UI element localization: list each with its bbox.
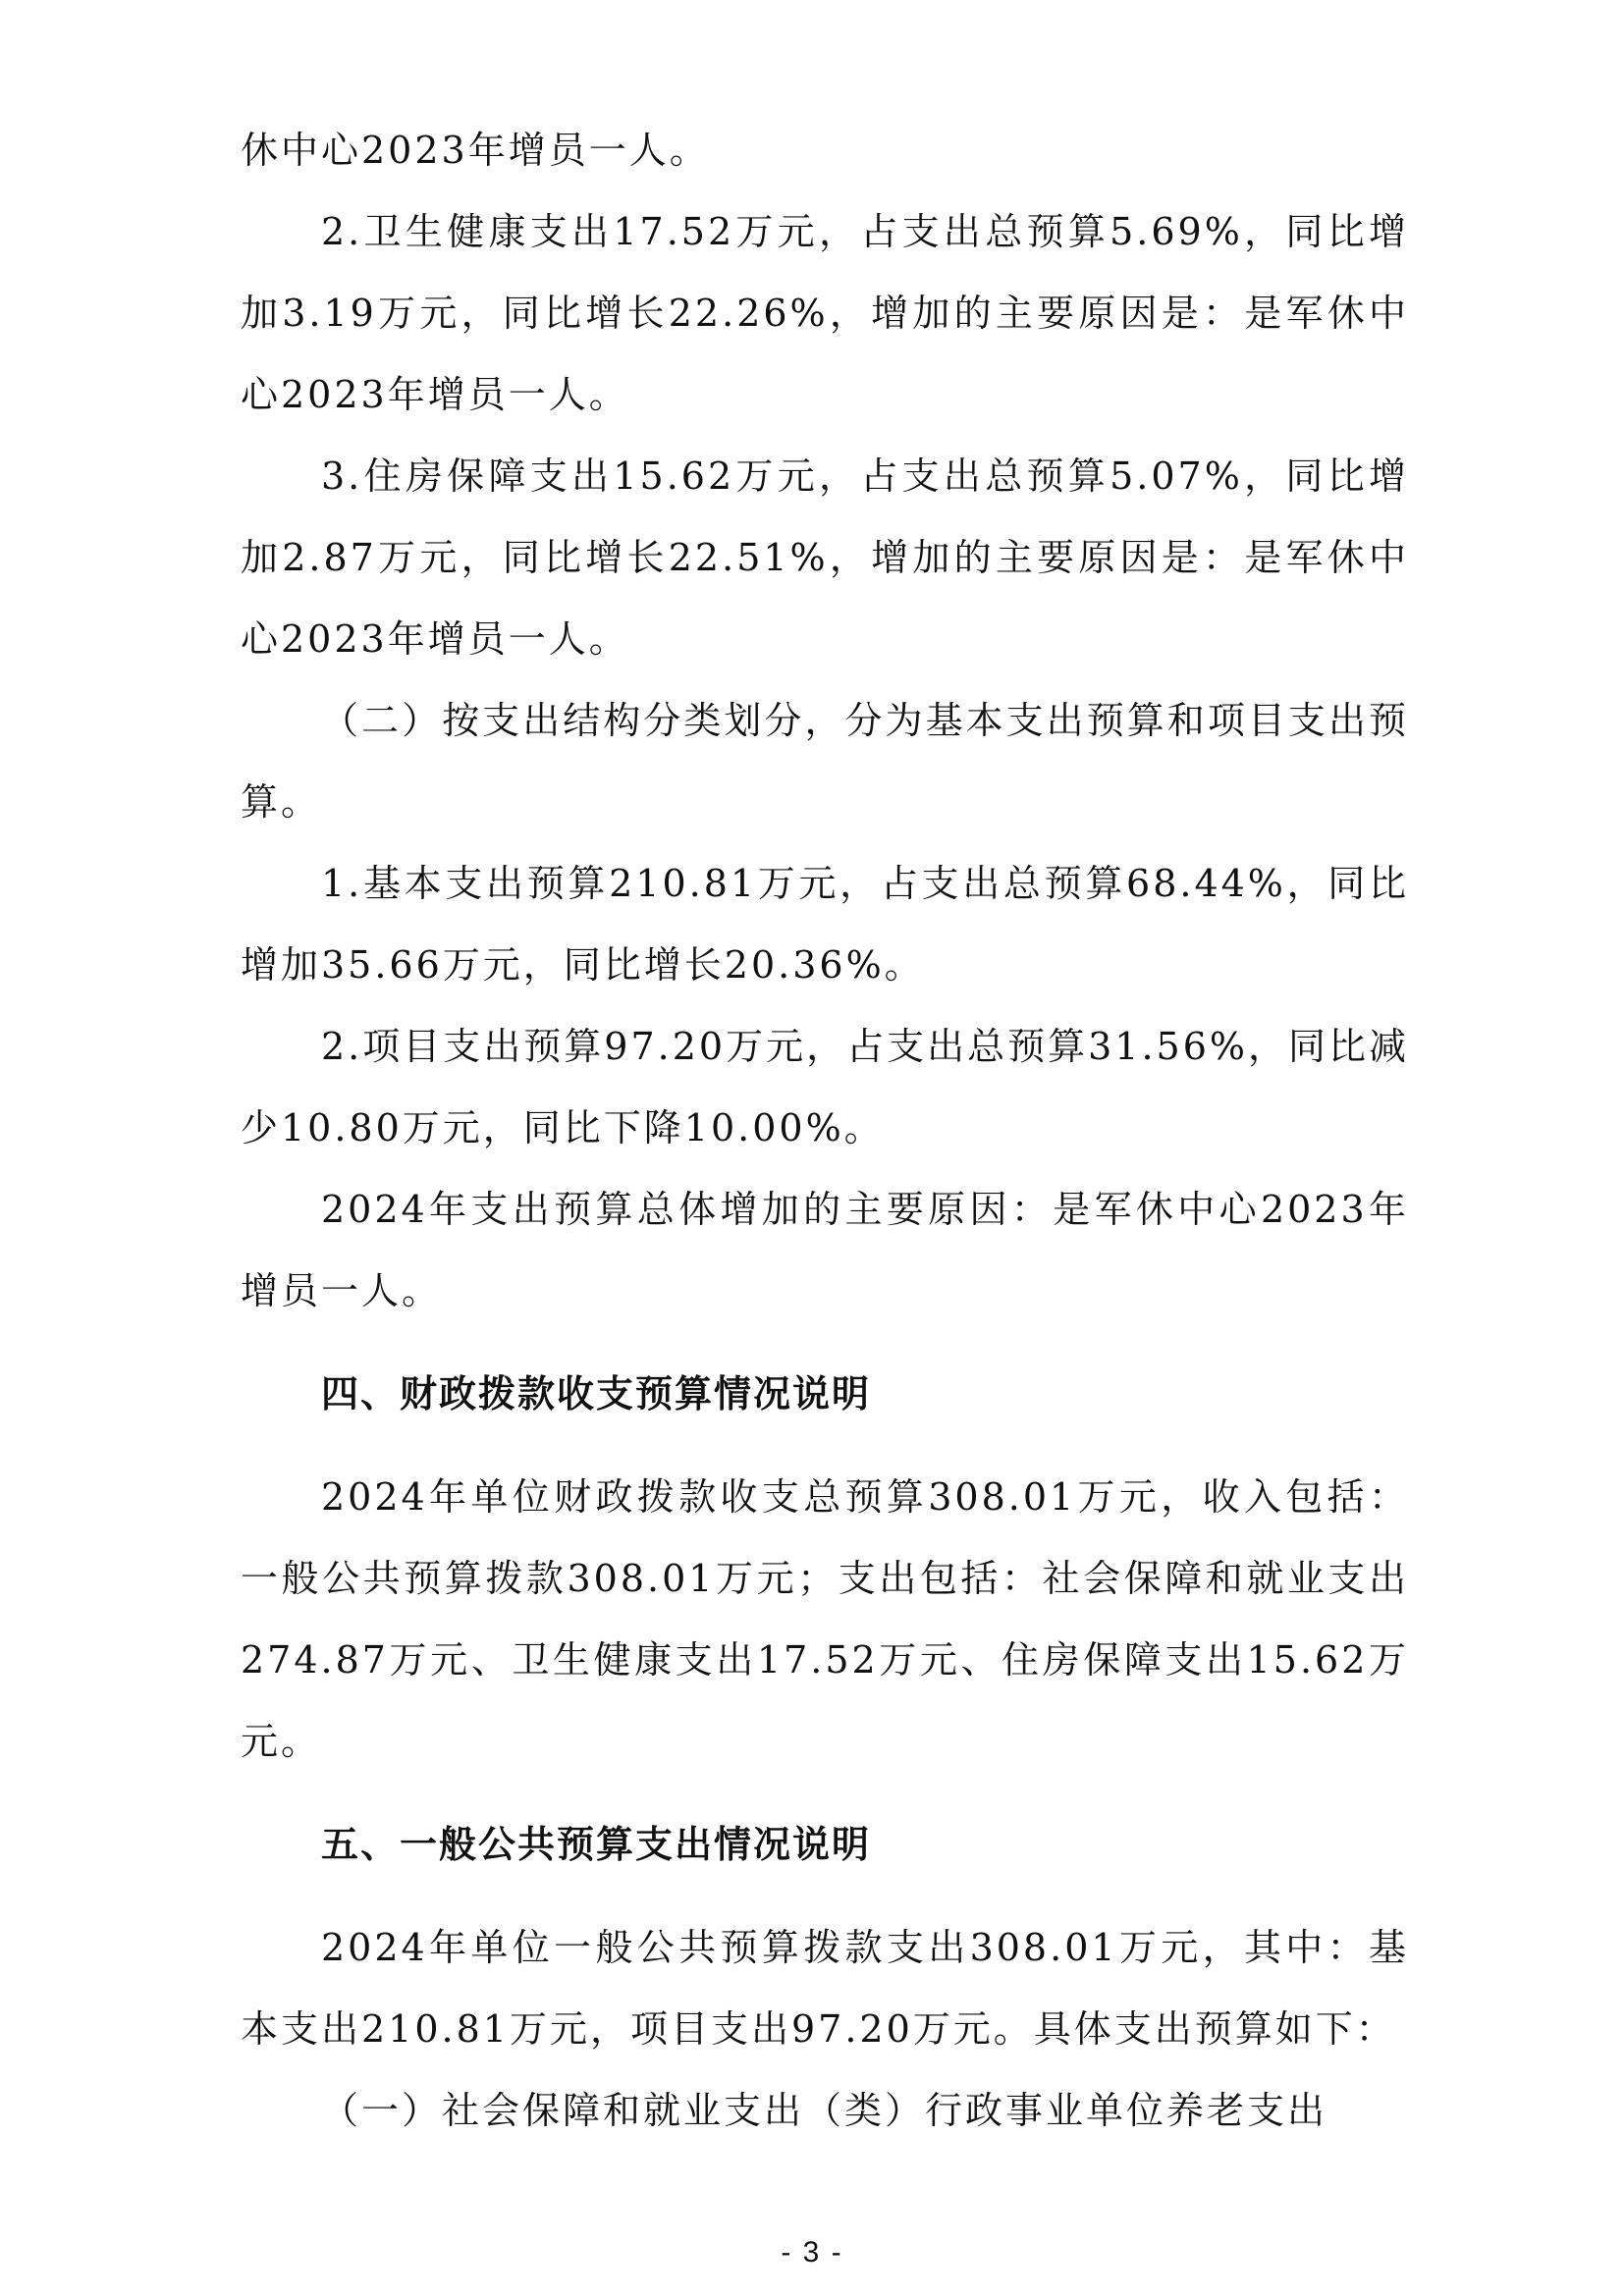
paragraph-structure-classification: （二）按支出结构分类划分，分为基本支出预算和项目支出预算。 xyxy=(241,699,1409,824)
paragraph-continuation: 休中心2023年增员一人。 xyxy=(241,129,710,172)
paragraph-overall-increase-reason: 2024年支出预算总体增加的主要原因：是军休中心2023年增员一人。 xyxy=(241,1188,1409,1312)
paragraph-social-security-subsection: （一）社会保障和就业支出（类）行政事业单位养老支出 xyxy=(321,2089,1328,2132)
page-number: - 3 - xyxy=(781,2236,843,2269)
paragraph-general-public-budget: 2024年单位一般公共预算拨款支出308.01万元，其中：基本支出210.81万元，项目支出97.20万元。具体支出预算如下： xyxy=(241,1926,1409,2051)
paragraph-housing-expenditure: 3.住房保障支出15.62万元，占支出总预算5.07%，同比增加2.87万元，同比增长22.51%，增加的主要原因是：是军休中心2023年增员一人。 xyxy=(241,454,1409,661)
section-heading-fiscal-appropriation: 四、财政拨款收支预算情况说明 xyxy=(321,1372,872,1415)
paragraph-fiscal-appropriation: 2024年单位财政拨款收支总预算308.01万元，收入包括：一般公共预算拨款308.01万元；支出包括：社会保障和就业支出274.87万元、卫生健康支出17.52万元、住房保障支出15.62万元。 xyxy=(241,1475,1409,1763)
section-heading-general-public-budget: 五、一般公共预算支出情况说明 xyxy=(321,1823,872,1866)
paragraph-health-expenditure: 2.卫生健康支出17.52万元，占支出总预算5.69%，同比增加3.19万元，同比增长22.26%，增加的主要原因是：是军休中心2023年增员一人。 xyxy=(241,210,1409,416)
paragraph-basic-expenditure: 1.基本支出预算210.81万元，占支出总预算68.44%，同比增加35.66万元，同比增长20.36%。 xyxy=(241,862,1409,987)
paragraph-project-expenditure: 2.项目支出预算97.20万元，占支出总预算31.56%，同比减少10.80万元，同比下降10.00%。 xyxy=(241,1025,1410,1149)
document-page xyxy=(241,110,1409,2152)
